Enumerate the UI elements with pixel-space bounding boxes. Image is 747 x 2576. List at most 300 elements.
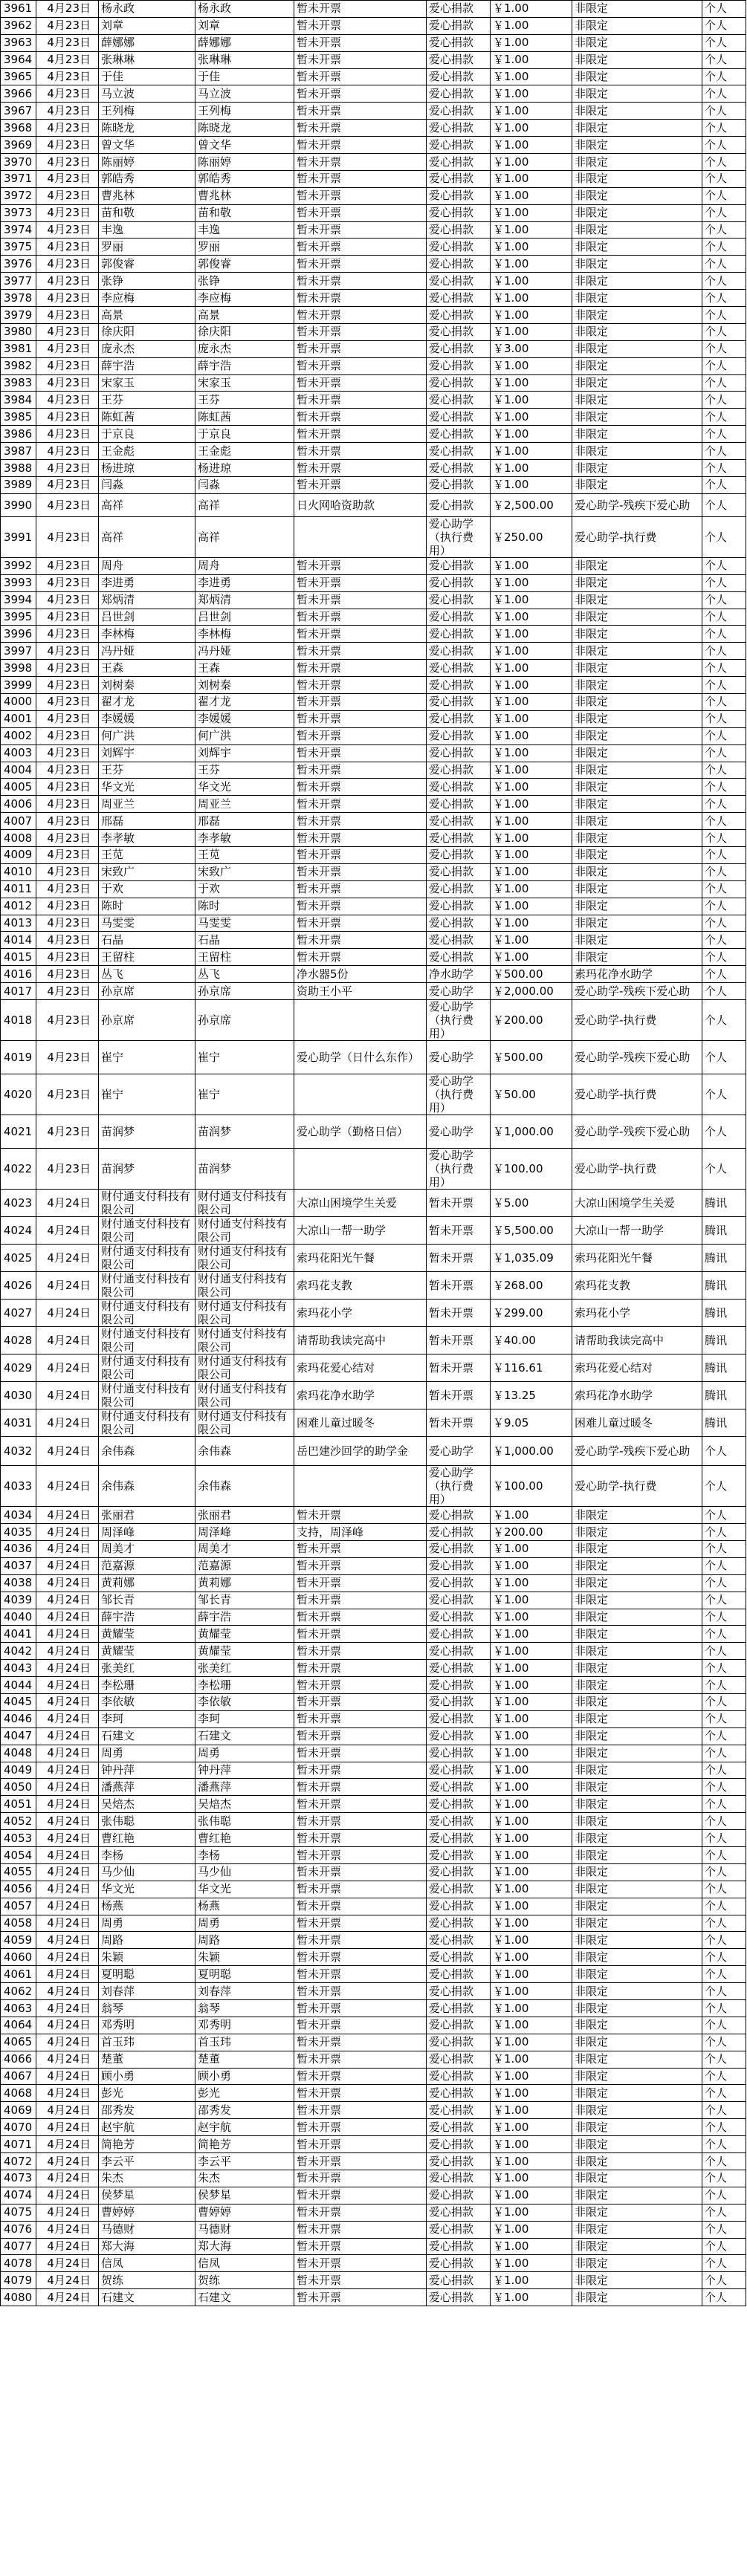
cell-date: 4月23日 [36,983,99,1000]
cell-amount: ￥1.00 [491,932,572,949]
table-row [1,1149,746,1190]
cell-donor-type: 个人 [702,574,746,591]
cell-donor-type: 个人 [702,2204,746,2221]
cell-amount: ￥1.00 [491,2119,572,2136]
cell-date: 4月24日 [36,1983,99,2000]
cell-date: 4月24日 [36,2000,99,2017]
cell-donor-type: 个人 [702,1813,746,1830]
cell-donor-type: 个人 [702,966,746,983]
table-row [1,239,746,256]
cell-remark: 暂未开票 [294,1830,427,1847]
cell-project: 非限定 [572,796,702,813]
cell-donor-type: 个人 [702,426,746,443]
cell-row-id: 4025 [1,1245,36,1272]
cell-remark: 暂未开票 [294,2238,427,2255]
table-row [1,170,746,187]
cell-category: 爱心捐款 [427,204,491,221]
table-row [1,966,746,983]
cell-donor-type: 个人 [702,1626,746,1643]
cell-remark: 暂未开票 [294,476,427,493]
cell-row-id: 4069 [1,2102,36,2119]
cell-row-id: 4010 [1,863,36,880]
cell-remark: 暂未开票 [294,677,427,694]
cell-row-id: 4012 [1,898,36,915]
table-row [1,51,746,68]
table-row [1,2136,746,2153]
cell-amount: ￥1.00 [491,880,572,898]
cell-payer: 财付通支付科技有限公司 [195,1300,294,1327]
cell-project: 请帮助我读完高中 [572,1327,702,1354]
cell-row-id: 4057 [1,1898,36,1915]
cell-donor-type: 个人 [702,516,746,557]
cell-remark: 暂未开票 [294,2085,427,2102]
cell-date: 4月24日 [36,1694,99,1711]
table-row [1,1557,746,1574]
cell-date: 4月23日 [36,626,99,643]
cell-row-id: 4076 [1,2221,36,2238]
table-row [1,1245,746,1272]
cell-project: 非限定 [572,1779,702,1796]
cell-category: 爱心捐款 [427,1609,491,1626]
cell-remark: 暂未开票 [294,591,427,609]
cell-amount: ￥250.00 [491,516,572,557]
cell-category: 爱心捐款 [427,1830,491,1847]
cell-category: 爱心捐款 [427,221,491,239]
cell-row-id: 4001 [1,710,36,727]
cell-project: 非限定 [572,863,702,880]
cell-amount: ￥1.00 [491,17,572,34]
cell-category: 爱心捐款 [427,1574,491,1592]
cell-project: 爱心助学-执行费 [572,1000,702,1041]
cell-project: 非限定 [572,120,702,137]
cell-remark: 暂未开票 [294,1727,427,1745]
cell-category: 爱心捐款 [427,2000,491,2017]
cell-project: 非限定 [572,1983,702,2000]
table-row [1,2051,746,2068]
cell-payer: 财付通支付科技有限公司 [195,1190,294,1217]
cell-amount: ￥5,500.00 [491,1217,572,1245]
cell-project: 非限定 [572,880,702,898]
cell-remark: 暂未开票 [294,557,427,574]
cell-category: 暂未开票 [427,1409,491,1437]
cell-donor: 马雯雯 [99,915,195,932]
cell-donor: 刘章 [99,17,195,34]
cell-remark: 暂未开票 [294,85,427,103]
cell-category: 爱心捐款 [427,1660,491,1677]
cell-date: 4月23日 [36,170,99,187]
cell-amount: ￥1.00 [491,1710,572,1727]
cell-row-id: 3987 [1,443,36,460]
cell-remark: 困难儿童过暖冬 [294,1409,427,1437]
cell-donor: 财付通支付科技有限公司 [99,1300,195,1327]
cell-date: 4月23日 [36,1041,99,1074]
table-row [1,120,746,137]
table-row [1,2102,746,2119]
cell-donor: 顾小勇 [99,2068,195,2085]
cell-category: 爱心捐款 [427,677,491,694]
cell-category: 爱心捐款 [427,1863,491,1881]
cell-date: 4月24日 [36,1745,99,1762]
cell-payer: 郭皓秀 [195,170,294,187]
cell-project: 非限定 [572,574,702,591]
cell-remark: 暂未开票 [294,1660,427,1677]
cell-donor-type: 个人 [702,2238,746,2255]
cell-date: 4月23日 [36,323,99,340]
cell-date: 4月23日 [36,374,99,392]
table-row [1,880,746,898]
cell-category: 爱心捐款 [427,1813,491,1830]
cell-payer: 曹婷婷 [195,2204,294,2221]
cell-donor: 孙京席 [99,983,195,1000]
cell-donor-type: 个人 [702,1694,746,1711]
cell-amount: ￥1.00 [491,1592,572,1609]
cell-donor-type: 个人 [702,2272,746,2289]
cell-donor-type: 个人 [702,103,746,120]
cell-project: 非限定 [572,710,702,727]
cell-date: 4月23日 [36,591,99,609]
cell-date: 4月23日 [36,557,99,574]
cell-date: 4月23日 [36,426,99,443]
cell-remark: 暂未开票 [294,1694,427,1711]
cell-row-id: 4074 [1,2187,36,2204]
cell-payer: 张美红 [195,1660,294,1677]
cell-donor: 张铮 [99,273,195,290]
cell-remark: 暂未开票 [294,813,427,830]
cell-donor: 李云平 [99,2153,195,2170]
cell-amount: ￥116.61 [491,1354,572,1382]
cell-date: 4月24日 [36,1609,99,1626]
cell-payer: 陈虹茜 [195,409,294,426]
cell-amount: ￥1.00 [491,273,572,290]
cell-date: 4月24日 [36,1949,99,1966]
table-row [1,863,746,880]
cell-donor: 石建文 [99,2289,195,2306]
cell-donor-type: 个人 [702,2289,746,2306]
cell-payer: 张丽君 [195,1507,294,1524]
cell-payer: 王留柱 [195,949,294,966]
cell-category: 爱心捐款 [427,1727,491,1745]
cell-donor: 王芬 [99,762,195,779]
cell-amount: ￥200.00 [491,1000,572,1041]
cell-payer: 郭俊睿 [195,256,294,273]
cell-remark: 暂未开票 [294,17,427,34]
cell-category: 爱心捐款 [427,1915,491,1932]
cell-donor: 杨燕 [99,1898,195,1915]
cell-remark: 暂未开票 [294,1,427,18]
table-row [1,609,746,626]
table-row [1,1354,746,1382]
table-row [1,744,746,762]
cell-payer: 周勇 [195,1915,294,1932]
table-row [1,2119,746,2136]
cell-category: 爱心捐款 [427,2238,491,2255]
cell-donor: 吕世剑 [99,609,195,626]
cell-payer: 曹红艳 [195,1830,294,1847]
cell-donor: 陈丽婷 [99,154,195,171]
cell-payer: 薛娜娜 [195,34,294,51]
cell-donor-type: 个人 [702,1660,746,1677]
cell-donor: 刘春萍 [99,1983,195,2000]
cell-donor-type: 腾讯 [702,1300,746,1327]
cell-project: 索玛花净水助学 [572,1382,702,1409]
cell-date: 4月24日 [36,1354,99,1382]
cell-project: 爱心助学-残疾下爱心助 [572,1437,702,1466]
cell-remark: 暂未开票 [294,1540,427,1557]
cell-category: 爱心捐款 [427,103,491,120]
cell-project: 非限定 [572,762,702,779]
cell-category: 爱心捐款 [427,863,491,880]
cell-row-id: 3974 [1,221,36,239]
table-row [1,2238,746,2255]
cell-category: 爱心捐款 [427,2255,491,2272]
cell-remark: 暂未开票 [294,307,427,324]
cell-amount: ￥200.00 [491,1524,572,1541]
cell-row-id: 3988 [1,460,36,477]
cell-donor: 简艳芳 [99,2136,195,2153]
cell-amount: ￥1.00 [491,426,572,443]
cell-payer: 财付通支付科技有限公司 [195,1382,294,1409]
cell-date: 4月23日 [36,779,99,796]
cell-category: 暂未开票 [427,1300,491,1327]
cell-project: 非限定 [572,357,702,374]
cell-row-id: 3964 [1,51,36,68]
cell-project: 非限定 [572,426,702,443]
table-row [1,443,746,460]
cell-payer: 侯梦星 [195,2187,294,2204]
cell-category: 暂未开票 [427,1354,491,1382]
cell-row-id: 3981 [1,340,36,357]
cell-remark: 暂未开票 [294,1796,427,1813]
cell-project: 爱心助学-执行费 [572,1149,702,1190]
cell-project: 非限定 [572,154,702,171]
cell-donor-type: 个人 [702,677,746,694]
cell-payer: 王金彪 [195,443,294,460]
cell-payer: 高祥 [195,516,294,557]
cell-amount: ￥1.00 [491,557,572,574]
cell-date: 4月23日 [36,204,99,221]
table-row [1,409,746,426]
cell-amount: ￥500.00 [491,1041,572,1074]
cell-date: 4月23日 [36,863,99,880]
cell-project: 非限定 [572,1524,702,1541]
cell-row-id: 4028 [1,1327,36,1354]
cell-date: 4月23日 [36,915,99,932]
cell-date: 4月23日 [36,949,99,966]
cell-donor: 薛宇浩 [99,1609,195,1626]
cell-project: 非限定 [572,1745,702,1762]
cell-amount: ￥1.00 [491,2085,572,2102]
cell-project: 非限定 [572,779,702,796]
cell-payer: 李松珊 [195,1677,294,1694]
cell-payer: 于京良 [195,426,294,443]
cell-category: 爱心捐款 [427,2170,491,2187]
table-row [1,660,746,677]
cell-category: 爱心捐款 [427,1710,491,1727]
cell-remark: 爱心助学（日什么东作） [294,1041,427,1074]
cell-donor: 宋家玉 [99,374,195,392]
table-row [1,1881,746,1898]
cell-payer: 曾文华 [195,137,294,154]
cell-remark [294,1074,427,1115]
cell-payer: 石建文 [195,2289,294,2306]
cell-donor-type: 个人 [702,17,746,34]
table-row [1,2255,746,2272]
cell-amount: ￥1.00 [491,2272,572,2289]
cell-remark [294,1149,427,1190]
cell-date: 4月23日 [36,307,99,324]
cell-donor-type: 个人 [702,170,746,187]
cell-donor: 高祥 [99,493,195,516]
cell-amount: ￥1.00 [491,154,572,171]
cell-category: 爱心捐款 [427,340,491,357]
cell-row-id: 4009 [1,846,36,863]
cell-amount: ￥1.00 [491,476,572,493]
cell-amount: ￥1.00 [491,2000,572,2017]
cell-project: 非限定 [572,2119,702,2136]
cell-project: 非限定 [572,744,702,762]
cell-row-id: 4005 [1,779,36,796]
cell-date: 4月23日 [36,1149,99,1190]
cell-amount: ￥1.00 [491,949,572,966]
cell-donor-type: 个人 [702,1847,746,1864]
cell-row-id: 3984 [1,392,36,409]
cell-donor: 陈虹茜 [99,409,195,426]
cell-donor-type: 个人 [702,1863,746,1881]
cell-donor: 邓秀明 [99,2017,195,2034]
cell-project: 非限定 [572,898,702,915]
cell-date: 4月23日 [36,493,99,516]
cell-date: 4月23日 [36,273,99,290]
cell-amount: ￥1.00 [491,103,572,120]
cell-date: 4月23日 [36,120,99,137]
cell-donor: 贺练 [99,2272,195,2289]
cell-date: 4月23日 [36,1,99,18]
table-row [1,256,746,273]
cell-payer: 马雯雯 [195,915,294,932]
cell-row-id: 4077 [1,2238,36,2255]
cell-project: 非限定 [572,2068,702,2085]
cell-donor-type: 个人 [702,187,746,204]
cell-donor: 苗润梦 [99,1115,195,1149]
cell-donor: 潘燕萍 [99,1779,195,1796]
cell-payer: 石晶 [195,932,294,949]
cell-donor: 郭皓秀 [99,170,195,187]
cell-donor-type: 个人 [702,2051,746,2068]
cell-date: 4月24日 [36,2187,99,2204]
cell-donor: 邢磊 [99,813,195,830]
cell-date: 4月23日 [36,409,99,426]
table-row [1,1382,746,1409]
table-row [1,476,746,493]
table-row [1,813,746,830]
cell-donor: 李依敏 [99,1694,195,1711]
cell-project: 非限定 [572,1727,702,1745]
cell-category: 爱心助学（执行费用） [427,1466,491,1507]
table-row [1,915,746,932]
cell-project: 非限定 [572,34,702,51]
cell-remark: 暂未开票 [294,1983,427,2000]
cell-category: 爱心捐款 [427,1796,491,1813]
cell-amount: ￥1.00 [491,443,572,460]
cell-donor-type: 个人 [702,1041,746,1074]
cell-donor: 邵秀发 [99,2102,195,2119]
cell-category: 爱心捐款 [427,1932,491,1949]
cell-category: 爱心捐款 [427,239,491,256]
cell-category: 爱心捐款 [427,1540,491,1557]
cell-date: 4月23日 [36,187,99,204]
cell-donor: 曹婷婷 [99,2204,195,2221]
cell-payer: 薛宇浩 [195,1609,294,1626]
table-row [1,710,746,727]
table-row [1,1,746,18]
cell-date: 4月23日 [36,516,99,557]
cell-project: 非限定 [572,660,702,677]
cell-donor: 曹兆林 [99,187,195,204]
cell-donor-type: 腾讯 [702,1409,746,1437]
cell-row-id: 3961 [1,1,36,18]
cell-amount: ￥1.00 [491,1898,572,1915]
cell-amount: ￥1.00 [491,409,572,426]
cell-donor: 闫淼 [99,476,195,493]
cell-amount: ￥1.00 [491,1762,572,1779]
cell-donor-type: 个人 [702,1149,746,1190]
cell-amount: ￥1.00 [491,392,572,409]
cell-payer: 孙京席 [195,983,294,1000]
cell-remark: 暂未开票 [294,1779,427,1796]
table-row [1,340,746,357]
cell-date: 4月24日 [36,1727,99,1745]
cell-category: 爱心捐款 [427,779,491,796]
cell-date: 4月24日 [36,1677,99,1694]
cell-donor: 杨永政 [99,1,195,18]
cell-row-id: 4007 [1,813,36,830]
cell-category: 爱心捐款 [427,2289,491,2306]
cell-row-id: 3994 [1,591,36,609]
cell-remark: 暂未开票 [294,426,427,443]
table-row [1,290,746,307]
cell-remark: 暂未开票 [294,290,427,307]
cell-payer: 崔宁 [195,1074,294,1115]
cell-payer: 陈丽婷 [195,154,294,171]
cell-donor-type: 个人 [702,591,746,609]
table-row [1,1847,746,1864]
table-row [1,1813,746,1830]
cell-amount: ￥1.00 [491,1643,572,1660]
cell-remark: 暂未开票 [294,880,427,898]
cell-remark: 暂未开票 [294,323,427,340]
cell-remark: 暂未开票 [294,357,427,374]
cell-date: 4月23日 [36,460,99,477]
cell-donor-type: 个人 [702,392,746,409]
table-row [1,1327,746,1354]
cell-donor: 庞永杰 [99,340,195,357]
cell-donor: 李进勇 [99,574,195,591]
cell-date: 4月23日 [36,290,99,307]
cell-category: 爱心捐款 [427,1677,491,1694]
cell-date: 4月24日 [36,1540,99,1557]
cell-project: 非限定 [572,1762,702,1779]
cell-project: 非限定 [572,2289,702,2306]
cell-payer: 马少仙 [195,1863,294,1881]
table-row [1,983,746,1000]
table-row [1,1574,746,1592]
cell-row-id: 4035 [1,1524,36,1541]
cell-donor-type: 个人 [702,693,746,710]
cell-category: 爱心捐款 [427,357,491,374]
cell-donor-type: 个人 [702,1830,746,1847]
cell-remark: 请帮助我读完高中 [294,1327,427,1354]
cell-donor-type: 个人 [702,2034,746,2051]
